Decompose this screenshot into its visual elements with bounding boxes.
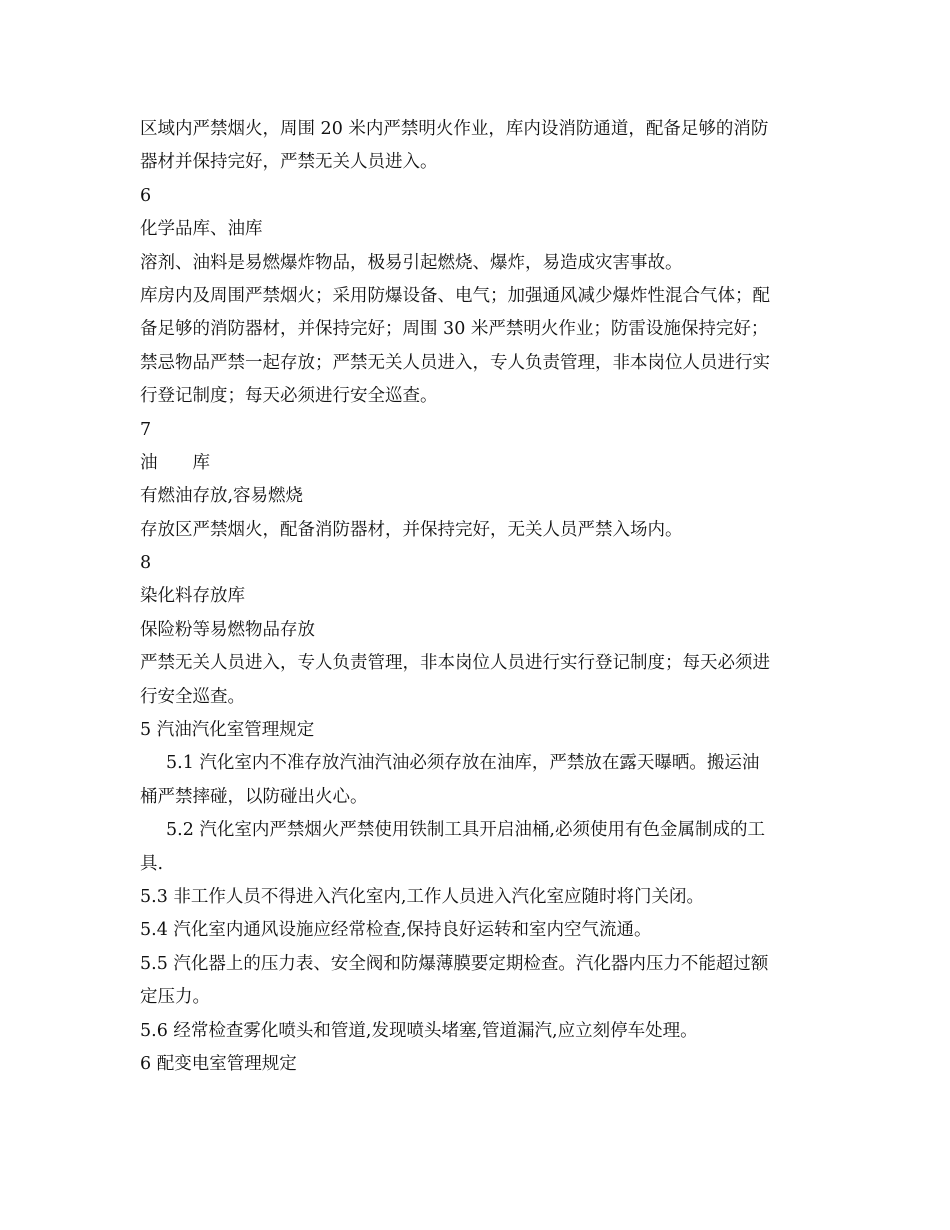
clause-line: 5.5 汽化器上的压力表、安全阀和防爆薄膜要定期检查。汽化器内压力不能超过额: [140, 953, 769, 974]
clause-line: 5.4 汽化室内通风设施应经常检查,保持良好运转和室内空气流通。: [140, 920, 652, 941]
paragraph-line: 保险粉等易燃物品存放: [140, 619, 315, 640]
paragraph-line: 行登记制度；每天必须进行安全巡查。: [140, 386, 438, 407]
clause-line: 5.3 非工作人员不得进入汽化室内,工作人员进入汽化室应随时将门关闭。: [140, 886, 704, 907]
clause-line: 5.2 汽化室内严禁烟火严禁使用铁制工具开启油桶,必须使用有色金属制成的工: [166, 820, 765, 841]
clause-line: 5.1 汽化室内不准存放汽油汽油必须存放在油库，严禁放在露天曝晒。搬运油: [166, 753, 760, 774]
paragraph-line: 溶剂、油料是易燃爆炸物品，极易引起燃烧、爆炸，易造成灾害事故。: [140, 252, 683, 273]
paragraph-line: 器材并保持完好，严禁无关人员进入。: [140, 152, 438, 173]
section-heading: 5 汽油汽化室管理规定: [140, 720, 315, 741]
paragraph-line: 库房内及周围严禁烟火；采用防爆设备、电气；加强通风减少爆炸性混合气体；配: [140, 285, 770, 306]
clause-line: 桶严禁摔碰，以防碰出火心。: [140, 786, 368, 807]
item-title: 染化料存放库: [140, 586, 245, 607]
paragraph-line: 区域内严禁烟火，周围 20 米内严禁明火作业，库内设消防通道，配备足够的消防: [140, 119, 769, 139]
clause-line: 定压力。: [140, 987, 210, 1008]
paragraph-line: 备足够的消防器材，并保持完好；周围 30 米严禁明火作业；防雷设施保持完好；: [140, 319, 769, 340]
item-title: 化学品库、油库: [140, 219, 263, 240]
paragraph-line: 有燃油存放,容易燃烧: [140, 486, 304, 507]
paragraph-line: 行安全巡查。: [140, 686, 245, 707]
document-page: [140, 113, 820, 1081]
paragraph-line: 禁忌物品严禁一起存放；严禁无关人员进入，专人负责管理，非本岗位人员进行实: [140, 352, 770, 373]
item-number: 8: [140, 553, 152, 574]
clause-line: 具.: [140, 853, 164, 874]
clause-line: 5.6 经常检查雾化喷头和管道,发现喷头堵塞,管道漏汽,应立刻停车处理。: [140, 1020, 698, 1041]
item-title: 油 库: [140, 452, 210, 473]
item-number: 7: [140, 419, 152, 440]
paragraph-line: 严禁无关人员进入，专人负责管理，非本岗位人员进行实行登记制度；每天必须进: [140, 653, 770, 674]
section-heading: 6 配变电室管理规定: [140, 1053, 297, 1074]
item-number: 6: [140, 185, 152, 206]
paragraph-line: 存放区严禁烟火，配备消防器材，并保持完好，无关人员严禁入场内。: [140, 519, 683, 540]
